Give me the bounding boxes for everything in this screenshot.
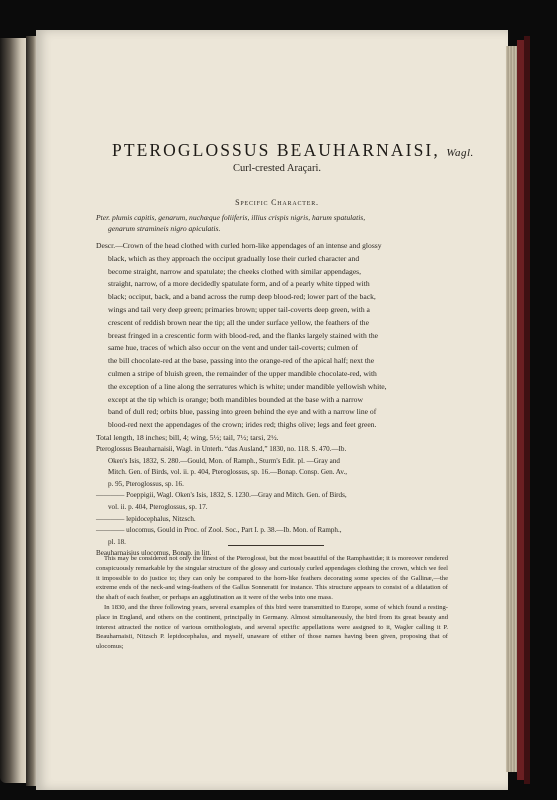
description-line: except at the tip which is orange; both mandibles bounded at the base with a narrow [108,394,363,404]
description-line: black; occiput, back, and a band across the rump deep blood-red; lower part of the back, [108,292,376,302]
description-line: the exception of a line along the serratures which is white; under mandible yellowish white, [108,381,387,391]
left-page-edge [0,38,28,783]
description-line: the bill chocolate-red at the base, passing into the orange-red of the apical half; next the [108,356,375,366]
diagnosis-line: genarum stramineis nigro apiculatis. [108,224,221,234]
synonymy-line: Mitch. Gen. of Birds, vol. ii. p. 404, Pteroglossus, sp. 16.—Bonap. Consp. Gen. Av., [108,468,348,477]
description-line: become straight, narrow and spatulate; the cheeks clothed with similar appendages, [108,266,362,276]
synonymy-line: pl. 18. [108,537,126,546]
synonymy-line: Pteroglossus Beauharnaisii, Wagl. in Unterh. “das Ausland,” 1830, no. 118. S. 470.—Ib. [96,445,347,453]
notes-paragraph: This may be considered not only the finest of the Pteroglossi, but the most beautiful of the Ramphastidæ; it is moreover rendered conspicuously remarkable by the singular structure of the glossy and curiously curled appendages clothing the crown, which we feel it impossible to do justice to; they can only be compared to the horn-like feathers decorating some species of the Gallinæ,—the extreme ends of the neck-and wing-feathers of the Gallus Sonneratii for instance. This structure appears to consist of a dilatation of the shaft of each feather, or perhaps an agglutination as it were of the webs into one mass. [96,555,448,602]
diagnosis-line: Pter. plumis capitis, genarum, nuchæque foliiferis, illius crispis nigris, harum spatulatis, [96,213,366,222]
description-block [96,240,448,445]
description-line: wings and tail very deep green; primaries brown; upper tail-coverts deep green, with a [108,304,370,314]
description-line: breast fringed in a crescentic form with blood-red, and the flanks largely stained with the [108,330,378,340]
description-line: black, which as they approach the occiput gradually lose their curled character and [108,253,360,263]
title-author: Wagl. [446,147,474,159]
specific-character-heading: Specific Character. [235,198,319,207]
notes-block [96,554,448,652]
description-line: Total length, 18 inches; bill, 4; wing, 5½; tail, 7½; tarsi, 2½. [96,432,279,442]
section-divider [228,545,324,546]
synonymy-line: vol. ii. p. 404, Pteroglossus, sp. 17. [108,502,208,511]
description-line: blood-red next the appendages of the crown; irides red; thighs olive; legs and feet green. [108,420,377,430]
binding-strip-dark [524,36,530,784]
synonymy-line: p. 95, Pteroglossus, sp. 16. [108,479,184,488]
synonymy-line: Oken's Isis, 1832, S. 280.—Gould, Mon. of Ramph., Sturm's Edit. pl. —Gray and [108,456,340,465]
synonymy-line: ———— ulocomus, Gould in Proc. of Zool. Soc., Part I. p. 38.—Ib. Mon. of Ramph., [96,526,342,535]
synonymy-block [96,444,448,560]
description-line: Descr.—Crown of the head clothed with curled horn-like appendages of an intense and glossy [96,241,382,250]
page-title [112,140,474,161]
description-line: crescent of reddish brown near the tip; all the under surface yellow, the feathers of the [108,317,369,327]
synonymy-line: Beauharnaisius ulocomus, Bonap. in litt. [96,549,212,558]
description-line: culmen a stripe of bluish green, the remainder of the upper mandible chocolate-red, with [108,368,377,378]
diagnosis-block [96,212,448,234]
notes-paragraph: In 1830, and the three following years, several examples of this bird were transmitted to Europe, some of which found a resting-place in England, and others on the continent, principally in Germany. Almost simultaneously, the bird from its great beauty and interest attracted the notice of various ornithologists, and several specific appellations were assigned to it, Wagler calling it P. Beauharnaisii, Nitzsch P. lepidocephalus, and myself, unaware of either of those names having been given, proposing that of ulocomus; [96,603,448,651]
description-line: band of dull red; orbits blue, passing into green behind the eye and with a narrow line of [108,407,377,417]
description-line: same hue, traces of which also occur on the vent and under tail-coverts; culmen of [108,343,358,353]
common-name: Curl-crested Araçari. [232,163,322,174]
synonymy-line: ———— lepidocephalus, Nitzsch. [96,514,196,523]
description-line: straight, narrow, of a more decidedly spatulate form, and of a pearly white tipped with [108,279,370,289]
title-main: PTEROGLOSSUS BEAUHARNAISI, [112,140,440,160]
synonymy-line: ———— Poeppigii, Wagl. Oken's Isis, 1832, S. 1230.—Gray and Mitch. Gen. of Birds, [96,491,347,500]
